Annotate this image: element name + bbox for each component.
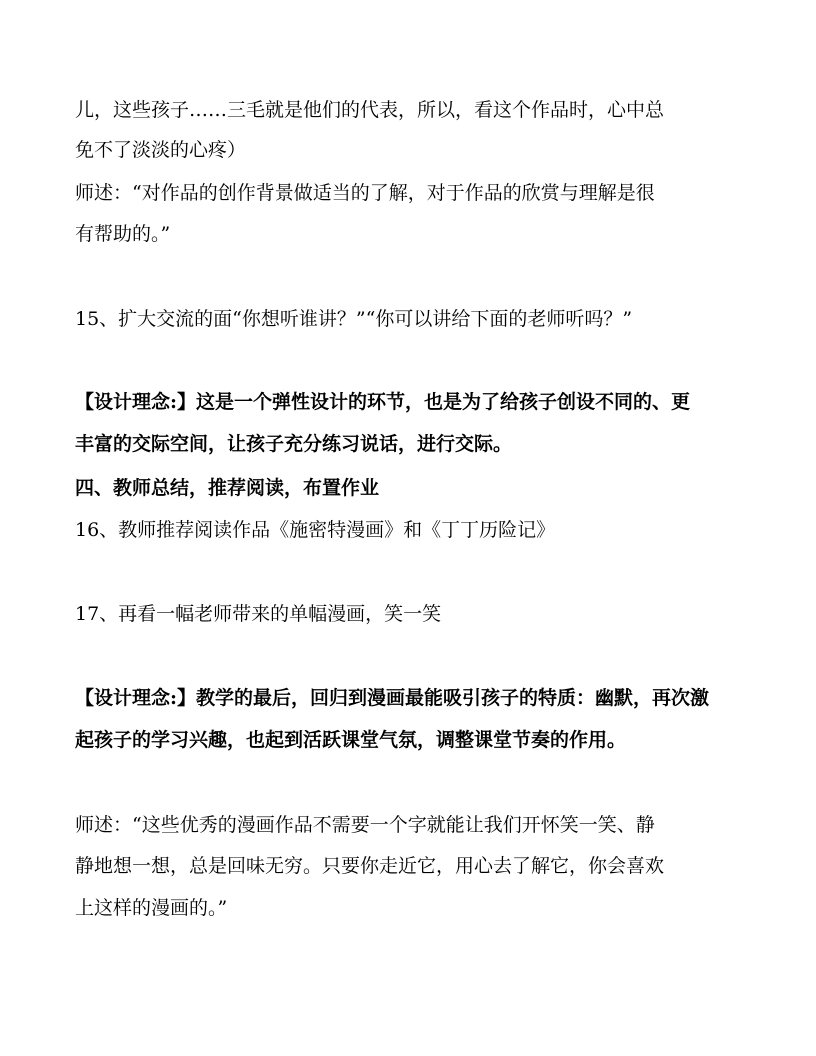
- step-15-text: 15、扩大交流的面“你想听谁讲？”“你可以讲给下面的老师听吗？”: [75, 308, 633, 330]
- design-concept-line: 起孩子的学习兴趣，也起到活跃课堂气氛，调整课堂节奏的作用。: [75, 729, 627, 751]
- teacher-statement-line: 静地想一想，总是回味无穷。只要你走近它，用心去了解它，你会喜欢: [75, 855, 665, 877]
- step-17-text: 17、再看一幅老师带来的单幅漫画，笑一笑: [75, 603, 442, 625]
- design-concept-line: 丰富的交际空间，让孩子充分练习说话，进行交际。: [75, 433, 513, 455]
- paragraph-line: 儿，这些孩子……三毛就是他们的代表，所以，看这个作品时，心中总: [75, 99, 665, 121]
- teacher-statement-line: 师述：“对作品的创作背景做适当的了解，对于作品的欣赏与理解是很: [75, 182, 655, 204]
- paragraph-line: 免不了淡淡的心疼）: [75, 139, 247, 161]
- teacher-statement-line: 有帮助的。”: [75, 223, 171, 245]
- design-concept-line: 【设计理念:】教学的最后，回归到漫画最能吸引孩子的特质：幽默，再次激: [75, 687, 710, 709]
- teacher-statement-line: 上这样的漫画的。”: [75, 897, 228, 919]
- teacher-statement-line: 师述：“这些优秀的漫画作品不需要一个字就能让我们开怀笑一笑、静: [75, 814, 655, 836]
- step-16-text: 16、教师推荐阅读作品《施密特漫画》和《丁丁历险记》: [75, 519, 556, 541]
- section-heading: 四、教师总结，推荐阅读，布置作业: [75, 477, 380, 499]
- design-concept-line: 【设计理念:】这是一个弹性设计的环节，也是为了给孩子创设不同的、更: [75, 391, 691, 413]
